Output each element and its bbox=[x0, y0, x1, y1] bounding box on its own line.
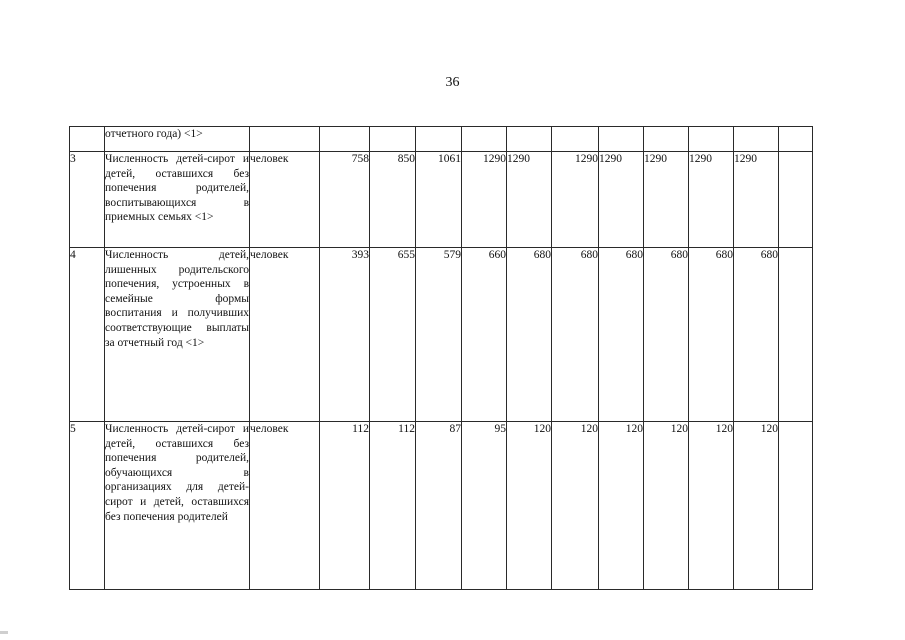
indicators-table bbox=[69, 126, 813, 590]
value-cell bbox=[779, 422, 813, 590]
value-cell: 120 bbox=[689, 422, 734, 590]
table-row bbox=[70, 422, 813, 590]
page-number: 36 bbox=[445, 75, 460, 90]
value-cell: 660 bbox=[462, 248, 507, 422]
value-cell: 112 bbox=[370, 422, 416, 590]
value-cell bbox=[320, 127, 370, 152]
value-cell: 120 bbox=[644, 422, 689, 590]
value-cell: 680 bbox=[644, 248, 689, 422]
scan-mark bbox=[0, 631, 8, 634]
value-cell: 120 bbox=[734, 422, 779, 590]
value-cell: 393 bbox=[320, 248, 370, 422]
value-cell: 120 bbox=[552, 422, 599, 590]
value-cell: 680 bbox=[552, 248, 599, 422]
value-cell: 1290 bbox=[552, 152, 599, 248]
indicator-name-cell: Численность детей-сирот и детей, оставшихся без попечения родителей, обучающихся в организациях для детей-сирот и детей, оставшихся без попечения родителей bbox=[105, 422, 250, 590]
unit-cell: человек bbox=[250, 248, 320, 422]
indicator-name-cell: отчетного года) <1> bbox=[105, 127, 250, 152]
value-cell: 95 bbox=[462, 422, 507, 590]
value-cell: 1290 bbox=[462, 152, 507, 248]
value-cell bbox=[507, 127, 552, 152]
value-cell: 680 bbox=[507, 248, 552, 422]
value-cell: 1290 bbox=[689, 152, 734, 248]
row-number-cell: 5 bbox=[70, 422, 105, 590]
value-cell bbox=[416, 127, 462, 152]
row-number-cell: 3 bbox=[70, 152, 105, 248]
row-number-cell bbox=[70, 127, 105, 152]
value-cell bbox=[599, 127, 644, 152]
value-cell: 87 bbox=[416, 422, 462, 590]
table-row bbox=[70, 152, 813, 248]
value-cell: 655 bbox=[370, 248, 416, 422]
value-cell: 680 bbox=[599, 248, 644, 422]
value-cell bbox=[734, 127, 779, 152]
value-cell: 680 bbox=[734, 248, 779, 422]
table-row bbox=[70, 127, 813, 152]
value-cell: 579 bbox=[416, 248, 462, 422]
value-cell: 850 bbox=[370, 152, 416, 248]
value-cell bbox=[644, 127, 689, 152]
unit-cell: человек bbox=[250, 422, 320, 590]
value-cell: 1290 bbox=[507, 152, 552, 248]
value-cell: 1290 bbox=[644, 152, 689, 248]
value-cell: 1290 bbox=[599, 152, 644, 248]
value-cell: 680 bbox=[689, 248, 734, 422]
table-row bbox=[70, 248, 813, 422]
indicator-name-cell: Численность детей, лишенных родительского попечения, устроенных в семейные формы воспитания и получивших соответствующие выплаты за отчетный год <1> bbox=[105, 248, 250, 422]
value-cell bbox=[462, 127, 507, 152]
value-cell bbox=[552, 127, 599, 152]
indicator-name-cell: Численность детей-сирот и детей, оставшихся без попечения родителей, воспитывающихся в приемных семьях <1> bbox=[105, 152, 250, 248]
value-cell bbox=[779, 127, 813, 152]
value-cell: 1061 bbox=[416, 152, 462, 248]
value-cell: 120 bbox=[599, 422, 644, 590]
row-number-cell: 4 bbox=[70, 248, 105, 422]
value-cell: 758 bbox=[320, 152, 370, 248]
value-cell bbox=[779, 248, 813, 422]
value-cell: 120 bbox=[507, 422, 552, 590]
value-cell: 112 bbox=[320, 422, 370, 590]
value-cell bbox=[370, 127, 416, 152]
value-cell bbox=[689, 127, 734, 152]
value-cell: 1290 bbox=[734, 152, 779, 248]
unit-cell bbox=[250, 127, 320, 152]
value-cell bbox=[779, 152, 813, 248]
unit-cell: человек bbox=[250, 152, 320, 248]
